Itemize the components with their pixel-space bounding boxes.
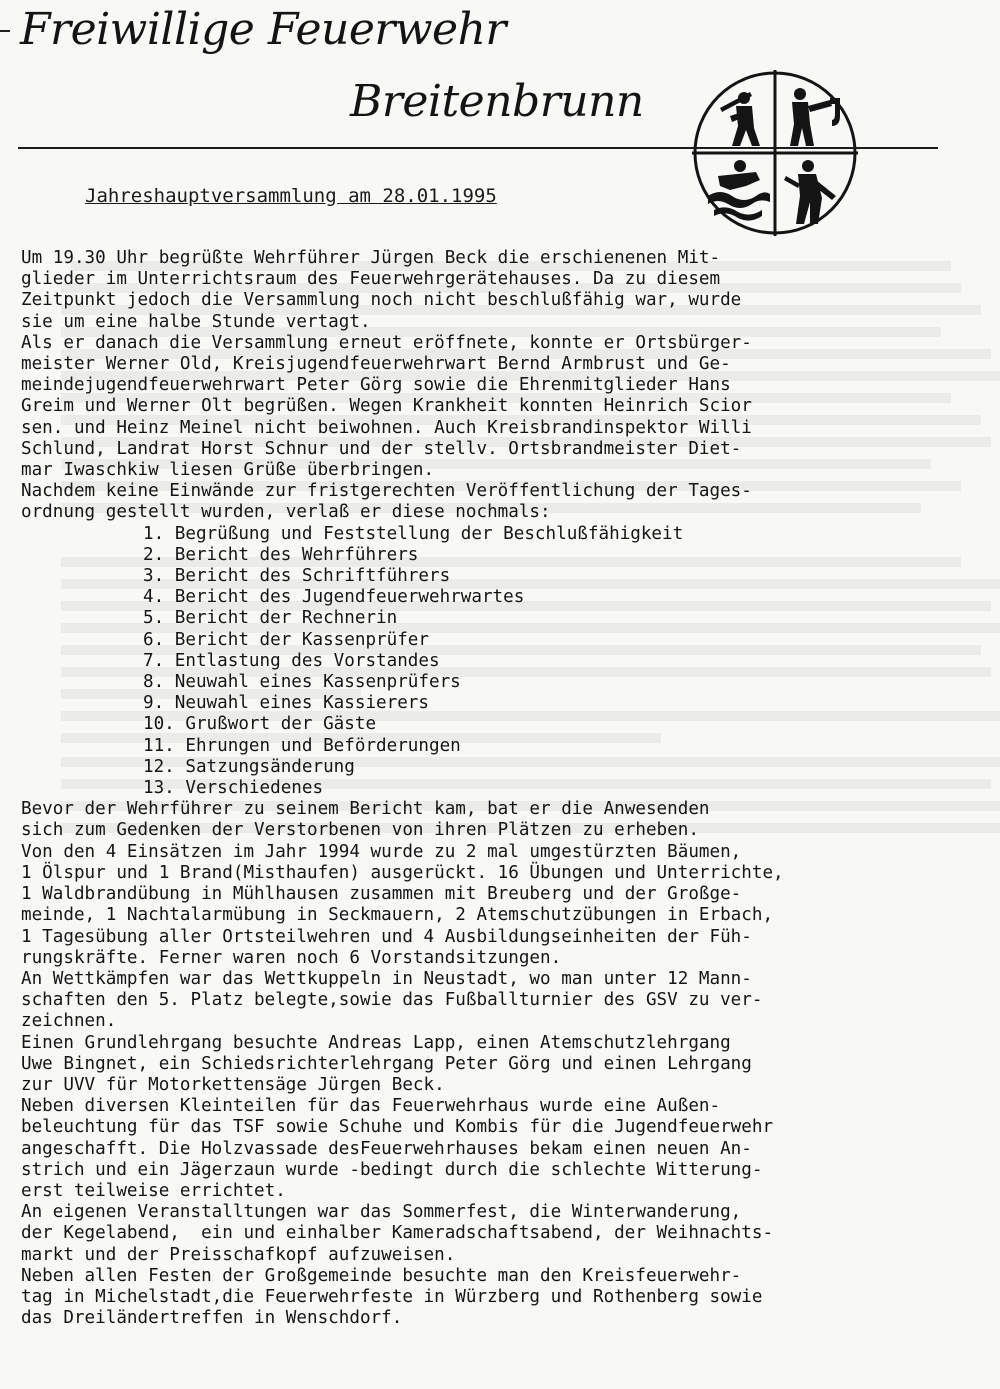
agenda-item: 7. Entlastung des Vorstandes <box>143 650 440 671</box>
text-line: glieder im Unterrichtsraum des Feuerwehrgerätehauses. Da zu diesem <box>21 269 721 290</box>
text-line: Nachdem keine Einwände zur fristgerechten Veröffentlichung der Tages- <box>21 481 752 502</box>
text-line: Einen Grundlehrgang besuchte Andreas Lapp, einen Atemschutzlehrgang <box>21 1032 731 1053</box>
text-line: strich und ein Jägerzaun wurde -bedingt durch die schlechte Witterung- <box>21 1159 763 1180</box>
agenda-item: 9. Neuwahl eines Kassierers <box>143 693 429 714</box>
text-line: ordnung gestellt wurden, verlaß er diese nochmals: <box>21 502 551 523</box>
text-line: Zeitpunkt jedoch die Versammlung noch nicht beschlußfähig war, wurde <box>21 290 742 311</box>
agenda-item: 3. Bericht des Schriftführers <box>143 566 451 587</box>
text-line: Bevor der Wehrführer zu seinem Bericht kam, bat er die Anwesenden <box>21 799 710 820</box>
text-line: der Kegelabend, ein und einhalber Kameradschaftsabend, der Weihnachts- <box>21 1223 774 1244</box>
agenda-item: 12. Satzungsänderung <box>143 756 355 777</box>
fire-brigade-emblem-icon <box>690 68 860 238</box>
text-line: Uwe Bingnet, ein Schiedsrichterlehrgang Peter Görg und einen Lehrgang <box>21 1053 752 1074</box>
text-line: tag in Michelstadt,die Feuerwehrfeste in Würzberg und Rothenberg sowie <box>21 1286 763 1307</box>
text-line: Neben diversen Kleinteilen für das Feuerwehrhaus wurde eine Außen- <box>21 1096 721 1117</box>
agenda-item: 5. Bericht der Rechnerin <box>143 608 398 629</box>
text-line: beleuchtung für das TSF sowie Schuhe und Kombis für die Jugendfeuerwehr <box>21 1117 774 1138</box>
text-line: erst teilweise errichtet. <box>21 1180 286 1201</box>
text-line: sich zum Gedenken der Verstorbenen von ihren Plätzen zu erheben. <box>21 820 699 841</box>
agenda-item: 13. Verschiedenes <box>143 778 324 799</box>
text-line: meindejugendfeuerwehrwart Peter Görg sowie die Ehrenmitglieder Hans <box>21 375 731 396</box>
text-line: das Dreiländertreffen in Wenschdorf. <box>21 1308 403 1329</box>
text-line: Neben allen Festen der Großgemeinde besuchte man den Kreisfeuerwehr- <box>21 1265 742 1286</box>
letterhead-title-line1: Freiwillige Feuerwehr <box>20 4 506 55</box>
text-line: zur UVV für Motorkettensäge Jürgen Beck. <box>21 1074 445 1095</box>
document-body <box>21 248 981 1329</box>
text-line: Schlund, Landrat Horst Schnur und der stellv. Ortsbrandmeister Diet- <box>21 438 742 459</box>
text-line: zeichnen. <box>21 1011 117 1032</box>
text-line: 1 Waldbrandübung in Mühlhausen zusammen mit Breuberg und der Großge- <box>21 884 742 905</box>
text-line: rungskräfte. Ferner waren noch 6 Vorstandsitzungen. <box>21 947 562 968</box>
text-line: Um 19.30 Uhr begrüßte Wehrführer Jürgen Beck die erschienenen Mit- <box>21 248 721 268</box>
text-line: Von den 4 Einsätzen im Jahr 1994 wurde zu 2 mal umgestürzten Bäumen, <box>21 841 742 862</box>
agenda-item: 2. Bericht des Wehrführers <box>143 544 419 565</box>
text-line: mar Iwaschkiw liesen Grüße überbringen. <box>21 460 435 481</box>
text-line: sen. und Heinz Meinel nicht beiwohnen. Auch Kreisbrandinspektor Willi <box>21 417 752 438</box>
text-line: markt und der Preisschafkopf aufzuweisen. <box>21 1244 456 1265</box>
text-line: meinde, 1 Nachtalarmübung in Seckmauern, 2 Atemschutzübungen in Erbach, <box>21 905 774 926</box>
text-line: 1 Ölspur und 1 Brand(Misthaufen) ausgerückt. 16 Übungen und Unterrichte, <box>21 862 784 883</box>
letterhead-rule <box>18 147 938 149</box>
text-line: angeschafft. Die Holzvassade desFeuerwehrhauses bekam einen neuen An- <box>21 1138 752 1159</box>
text-line: An Wettkämpfen war das Wettkuppeln in Neustadt, wo man unter 12 Mann- <box>21 968 752 989</box>
agenda-item: 11. Ehrungen und Beförderungen <box>143 735 461 756</box>
text-line: Als er danach die Versammlung erneut eröffnete, konnte er Ortsbürger- <box>21 332 752 353</box>
document-heading: Jahreshauptversammlung am 28.01.1995 <box>85 185 497 207</box>
report-paragraph <box>21 799 981 1329</box>
text-line: meister Werner Old, Kreisjugendfeuerwehrwart Bernd Armbrust und Ge- <box>21 354 731 375</box>
agenda-item: 4. Bericht des Jugendfeuerwehrwartes <box>143 587 525 608</box>
text-line: 1 Tagesübung aller Ortsteilwehren und 4 Ausbildungseinheiten der Füh- <box>21 926 752 947</box>
agenda-item: 6. Bericht der Kassenprüfer <box>143 629 429 650</box>
agenda-list <box>21 524 981 800</box>
text-line: An eigenen Veranstalltungen war das Sommerfest, die Winterwanderung, <box>21 1202 742 1223</box>
agenda-item: 10. Grußwort der Gäste <box>143 714 377 735</box>
intro-paragraph <box>21 248 981 524</box>
margin-mark <box>0 30 10 32</box>
letterhead-title-line2: Breitenbrunn <box>350 76 644 127</box>
text-line: schaften den 5. Platz belegte,sowie das Fußballturnier des GSV zu ver- <box>21 990 763 1011</box>
text-line: Greim und Werner Olt begrüßen. Wegen Krankheit konnten Heinrich Scior <box>21 396 752 417</box>
agenda-item: 1. Begrüßung und Feststellung der Beschlußfähigkeit <box>143 523 684 544</box>
text-line: sie um eine halbe Stunde vertagt. <box>21 311 371 332</box>
agenda-item: 8. Neuwahl eines Kassenprüfers <box>143 672 461 693</box>
